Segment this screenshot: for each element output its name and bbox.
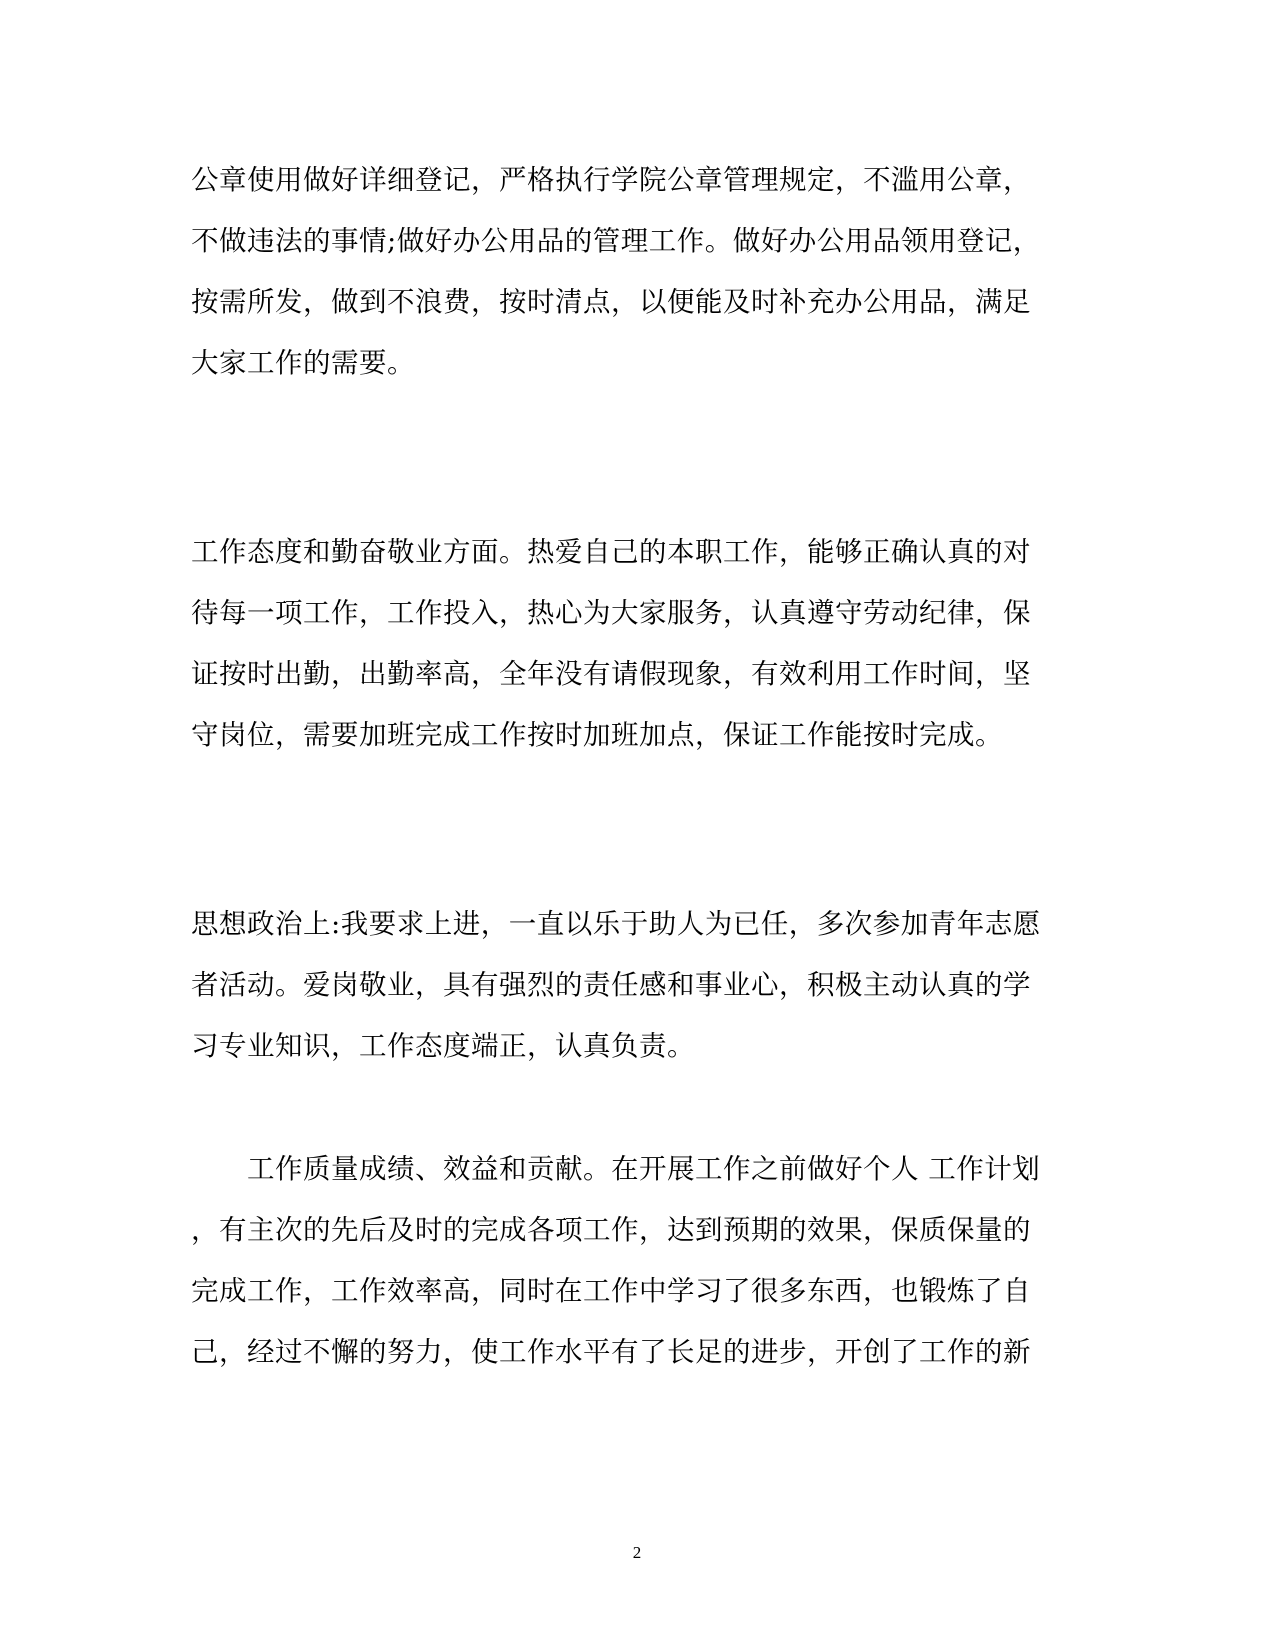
text-line: 公章使用做好详细登记，严格执行学院公章管理规定，不滥用公章， bbox=[191, 164, 1031, 196]
text-line: 习专业知识，工作态度端正，认真负责。 bbox=[191, 1030, 695, 1062]
text-line: 证按时出勤，出勤率高，全年没有请假现象，有效利用工作时间，坚 bbox=[191, 658, 1031, 690]
text-line: 大家工作的需要。 bbox=[191, 347, 415, 379]
page-number: 2 bbox=[632, 1543, 642, 1562]
text-line: 己，经过不懈的努力，使工作水平有了长足的进步，开创了工作的新 bbox=[191, 1336, 1031, 1368]
text-line: 不做违法的事情;做好办公用品的管理工作。做好办公用品领用登记， bbox=[191, 225, 1041, 257]
text-line: 按需所发，做到不浪费，按时清点，以便能及时补充办公用品，满足 bbox=[191, 286, 1031, 318]
text-line: 者活动。爱岗敬业，具有强烈的责任感和事业心，积极主动认真的学 bbox=[191, 969, 1031, 1001]
text-line: 工作质量成绩、效益和贡献。在开展工作之前做好个人 工作计划 bbox=[191, 1153, 1041, 1185]
text-line: ，有主次的先后及时的完成各项工作，达到预期的效果，保质保量的 bbox=[191, 1214, 1031, 1246]
text-line: 思想政治上:我要求上进，一直以乐于助人为已任，多次参加青年志愿 bbox=[191, 908, 1041, 940]
text-line: 完成工作，工作效率高，同时在工作中学习了很多东西，也锻炼了自 bbox=[191, 1275, 1031, 1307]
text-line: 守岗位，需要加班完成工作按时加班加点，保证工作能按时完成。 bbox=[191, 719, 1003, 751]
text-line: 工作态度和勤奋敬业方面。热爱自己的本职工作，能够正确认真的对 bbox=[191, 536, 1031, 568]
text-line: 待每一项工作，工作投入，热心为大家服务，认真遵守劳动纪律，保 bbox=[191, 597, 1031, 629]
